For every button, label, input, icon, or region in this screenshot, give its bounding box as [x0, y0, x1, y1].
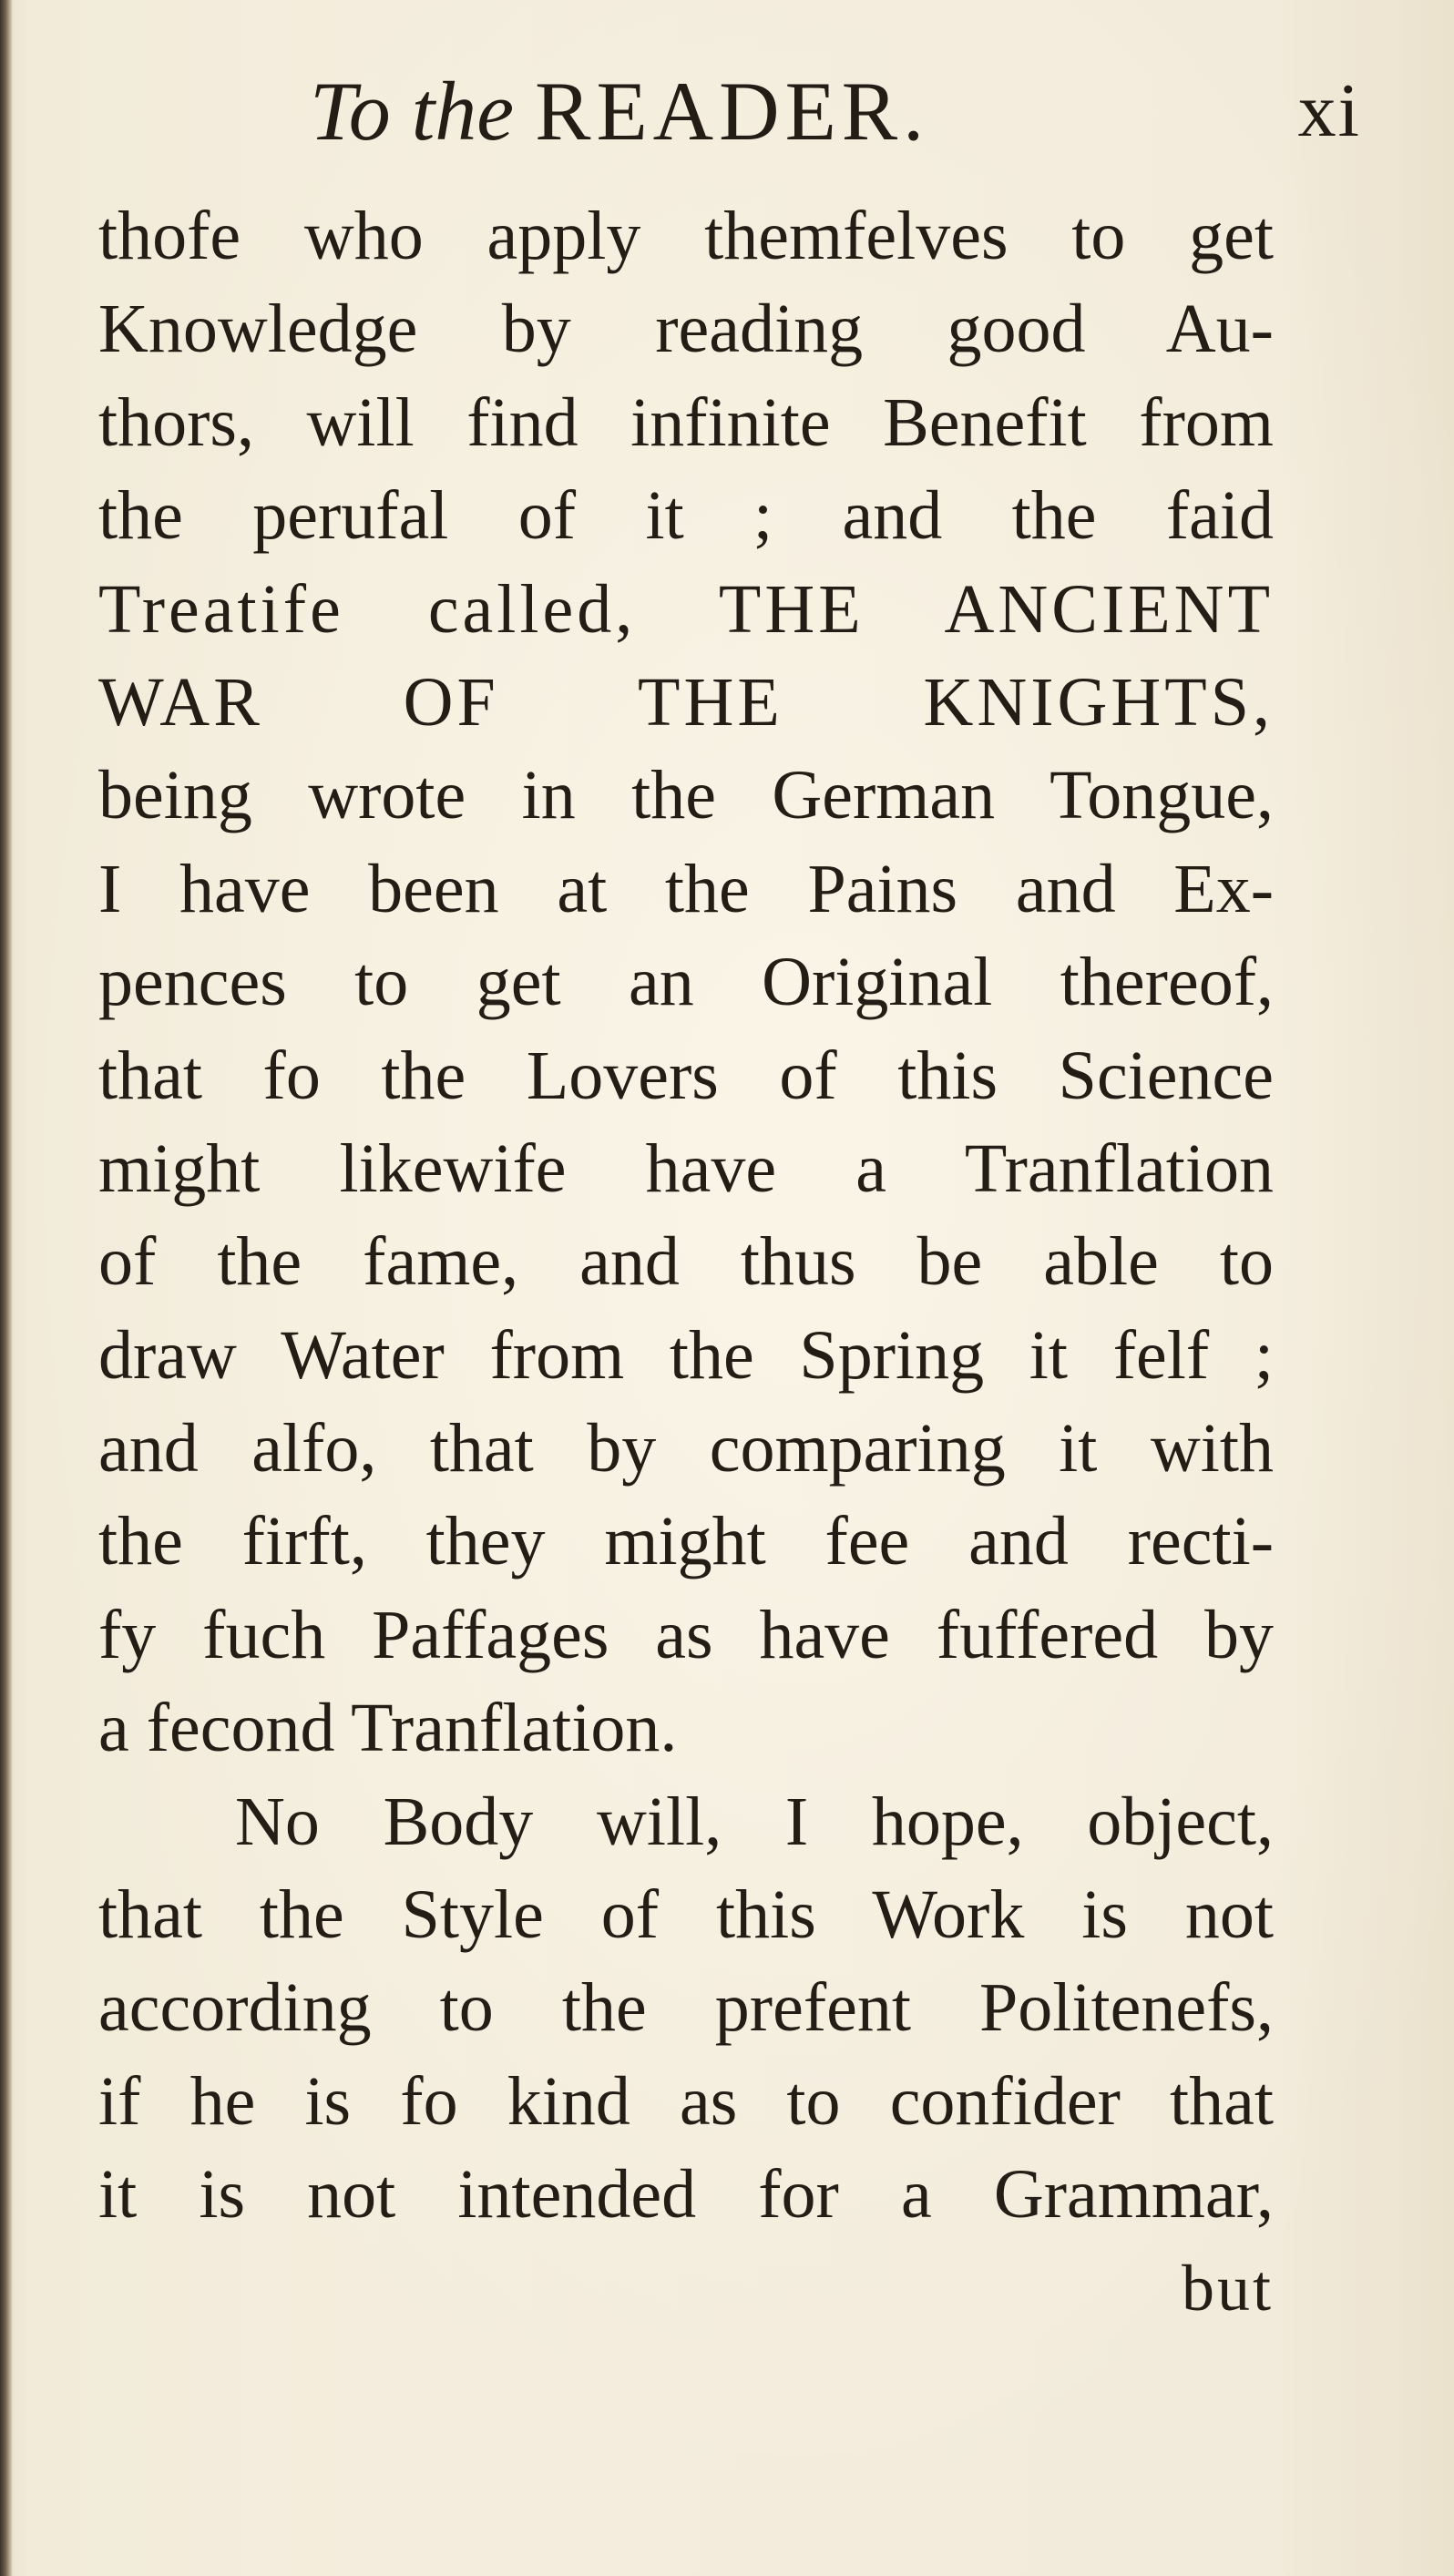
text-line: that fo the Lovers of this Science — [98, 1037, 1274, 1114]
text-line: the firft, they might fee and recti- — [98, 1503, 1274, 1580]
text-line: might likewife have a Tranflation — [98, 1130, 1274, 1207]
running-header — [0, 56, 1454, 166]
text-line: according to the prefent Politenefs, — [98, 1969, 1274, 2047]
text-line: thofe who apply themfelves to get — [98, 198, 1274, 274]
text-line: being wrote in the German Tongue, — [98, 757, 1274, 834]
text-line: and alfo, that by comparing it with — [98, 1410, 1274, 1487]
text-line: fy fuch Paffages as have fuffered by — [98, 1596, 1274, 1673]
text-line: Treatife called, THE ANCIENT — [98, 570, 1274, 648]
text-line: thors, will find infinite Benefit from — [98, 383, 1274, 461]
binding-gutter — [0, 0, 13, 2576]
text-line: a fecond Tranflation. — [98, 1690, 678, 1767]
page-number: xi — [1297, 68, 1361, 153]
text-line: of the fame, and thus be able to — [98, 1223, 1274, 1301]
text-line: if he is fo kind as to confider that — [98, 2062, 1274, 2140]
text-line: pences to get an Original thereof, — [98, 944, 1274, 1021]
catchword: but — [1181, 2251, 1274, 2325]
running-title-caps: READER. — [535, 65, 930, 158]
text-line: that the Style of this Work is not — [98, 1876, 1274, 1954]
text-line: draw Water from the Spring it felf ; — [98, 1316, 1274, 1394]
text-line: WAR OF THE KNIGHTS, — [98, 663, 1274, 741]
text-line: No Body will, I hope, object, — [235, 1783, 1274, 1860]
text-line: it is not intended for a Grammar, — [98, 2156, 1274, 2234]
text-line: I have been at the Pains and Ex- — [98, 850, 1274, 927]
text-line: the perufal of it ; and the faid — [98, 477, 1274, 555]
running-title — [310, 56, 929, 166]
running-title-italic: To the — [310, 65, 515, 158]
text-line: Knowledge by reading good Au- — [98, 291, 1274, 368]
body-text — [98, 189, 1274, 2335]
